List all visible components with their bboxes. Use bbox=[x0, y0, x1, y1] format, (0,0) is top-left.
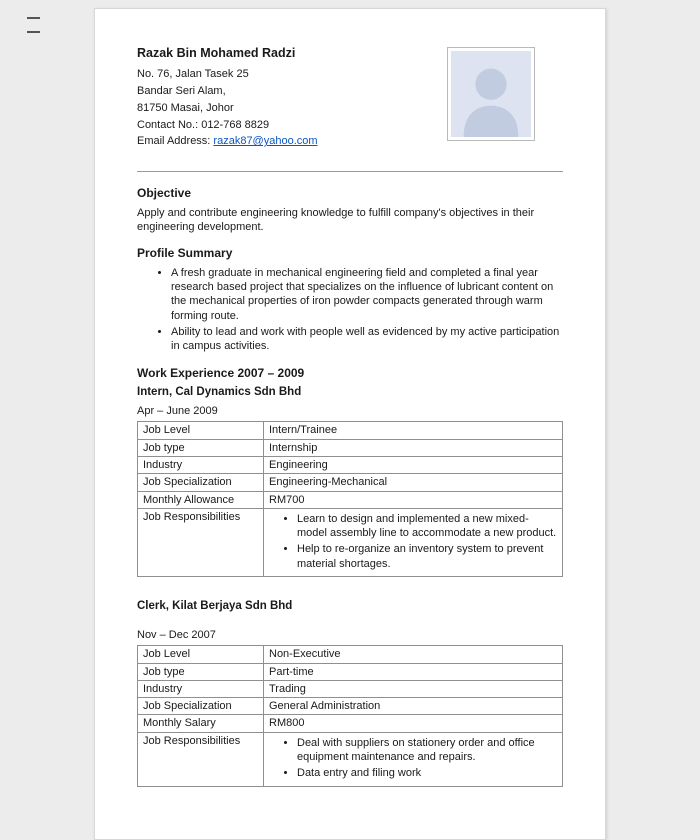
table-row bbox=[138, 508, 563, 576]
address-line-1: No. 76, Jalan Tasek 25 bbox=[137, 68, 249, 81]
email-link[interactable]: razak87@yahoo.com bbox=[213, 135, 318, 148]
row-value: RM800 bbox=[264, 715, 563, 732]
job-title: Intern, Cal Dynamics Sdn Bhd bbox=[137, 386, 302, 399]
resume-header bbox=[137, 45, 563, 153]
row-value bbox=[264, 732, 563, 786]
row-label: Monthly Salary bbox=[138, 715, 264, 732]
row-label: Monthly Allowance bbox=[138, 491, 264, 508]
work-experience-heading: Work Experience 2007 – 2009 bbox=[137, 365, 305, 380]
table-row bbox=[138, 474, 563, 491]
row-label: Job Specialization bbox=[138, 698, 264, 715]
row-value: Trading bbox=[264, 680, 563, 697]
table-row bbox=[138, 698, 563, 715]
row-label: Industry bbox=[138, 680, 264, 697]
photo-placeholder bbox=[447, 47, 535, 141]
profile-bullet: • Ability to lead and work with people well as evidenced by my active participation in campus activities. bbox=[171, 325, 563, 354]
crop-mark-top bbox=[27, 17, 40, 19]
row-value: Engineering bbox=[264, 456, 563, 473]
person-name: Razak Bin Mohamed Radzi bbox=[137, 46, 296, 60]
contact-number: Contact No.: 012-768 8829 bbox=[137, 118, 270, 131]
job-table bbox=[137, 645, 563, 786]
table-row bbox=[138, 732, 563, 786]
job-title: Clerk, Kilat Berjaya Sdn Bhd bbox=[137, 600, 293, 613]
job-period: Nov – Dec 2007 bbox=[137, 629, 216, 641]
row-label: Job Level bbox=[138, 646, 264, 663]
row-value: Non-Executive bbox=[264, 646, 563, 663]
crop-mark-bottom bbox=[27, 31, 40, 33]
header-divider bbox=[137, 171, 563, 172]
profile-bullet: • A fresh graduate in mechanical engineering field and completed a final year research based project that specializes on the influence of lubricant content on the mechanical properties of iron powder compacts generated through warm forming route. bbox=[171, 266, 563, 323]
objective-heading: Objective bbox=[137, 186, 192, 200]
table-row bbox=[138, 439, 563, 456]
person-silhouette-icon bbox=[451, 51, 531, 137]
row-label: Job Responsibilities bbox=[138, 508, 264, 576]
profile-summary-heading: Profile Summary bbox=[137, 246, 233, 261]
row-label: Industry bbox=[138, 456, 264, 473]
responsibility-bullet: • Deal with suppliers on stationery order and office equipment maintenance and repairs. bbox=[297, 736, 557, 765]
address-line-3: 81750 Masai, Johor bbox=[137, 101, 234, 114]
table-row bbox=[138, 680, 563, 697]
table-row bbox=[138, 646, 563, 663]
responsibilities-list bbox=[297, 736, 557, 781]
objective-text: Apply and contribute engineering knowledge to fulfill company's objectives in their engineering development. bbox=[137, 206, 535, 233]
row-label: Job type bbox=[138, 439, 264, 456]
table-row bbox=[138, 422, 563, 439]
row-label: Job Level bbox=[138, 422, 264, 439]
table-row bbox=[138, 456, 563, 473]
row-label: Job Specialization bbox=[138, 474, 264, 491]
address-line-2: Bandar Seri Alam, bbox=[137, 85, 226, 98]
row-value: Part-time bbox=[264, 663, 563, 680]
responsibility-bullet: • Help to re-organize an inventory system to prevent material shortages. bbox=[297, 542, 557, 571]
row-value bbox=[264, 508, 563, 576]
row-label: Job type bbox=[138, 663, 264, 680]
responsibilities-list bbox=[297, 512, 557, 571]
job-period: Apr – June 2009 bbox=[137, 405, 218, 418]
job-table bbox=[137, 421, 563, 577]
row-value: Internship bbox=[264, 439, 563, 456]
responsibility-bullet: • Learn to design and implemented a new mixed-model assembly line to accommodate a new product. bbox=[297, 512, 557, 541]
email-label: Email Address: bbox=[137, 135, 214, 148]
row-value: Engineering-Mechanical bbox=[264, 474, 563, 491]
resume-page bbox=[94, 8, 606, 840]
row-value: General Administration bbox=[264, 698, 563, 715]
row-label: Job Responsibilities bbox=[138, 732, 264, 786]
responsibility-bullet: • Data entry and filing work bbox=[297, 766, 557, 780]
table-row bbox=[138, 663, 563, 680]
row-value: RM700 bbox=[264, 491, 563, 508]
table-row bbox=[138, 491, 563, 508]
row-value: Intern/Trainee bbox=[264, 422, 563, 439]
profile-summary-list bbox=[171, 266, 563, 354]
